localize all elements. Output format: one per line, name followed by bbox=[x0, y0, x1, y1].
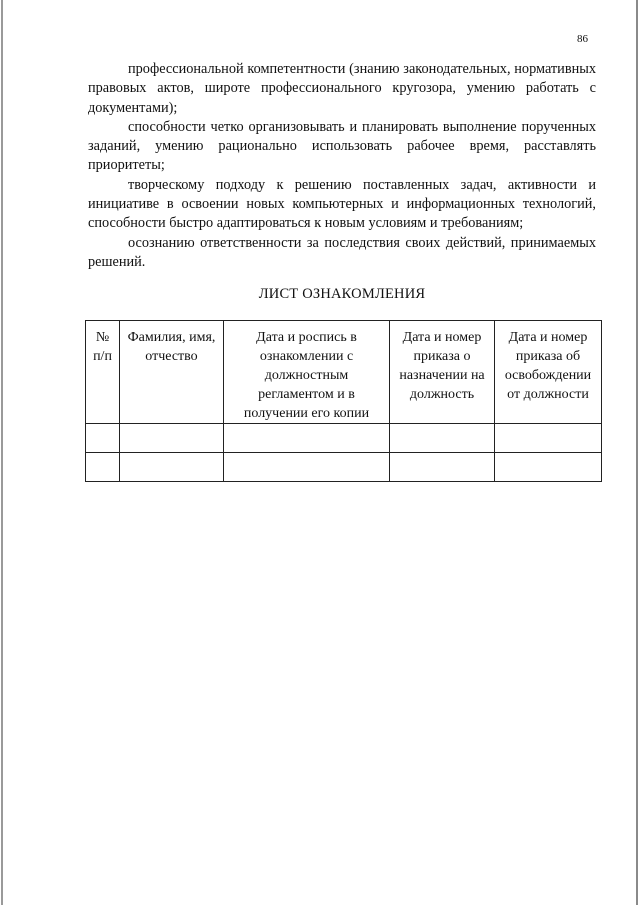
table-header-row bbox=[86, 321, 602, 424]
header-dismissal-order: Дата и номер приказа об освобождении от должности bbox=[495, 321, 602, 424]
page-number: 86 bbox=[577, 33, 588, 45]
table-cell bbox=[224, 424, 390, 453]
header-appointment-order: Дата и номер приказа о назначении на должность bbox=[390, 321, 495, 424]
paragraph-organization: способности четко организовывать и планировать выполнение порученных заданий, умению рационально использовать рабочее время, расставлять приоритеты; bbox=[88, 118, 596, 174]
section-title: ЛИСТ ОЗНАКОМЛЕНИЯ bbox=[258, 286, 426, 302]
table-cell bbox=[224, 453, 390, 482]
table-row bbox=[86, 453, 602, 482]
acknowledgement-table bbox=[85, 320, 602, 482]
table-cell bbox=[495, 453, 602, 482]
page-right-edge bbox=[636, 0, 638, 905]
table-cell bbox=[86, 424, 120, 453]
table-cell bbox=[120, 453, 224, 482]
page-left-edge bbox=[1, 0, 3, 905]
paragraph-competence: профессиональной компетентности (знанию законодательных, нормативных правовых актов, широте профессионального кругозора, умению работать с документами); bbox=[88, 61, 596, 116]
table-cell bbox=[390, 424, 495, 453]
table-row bbox=[86, 424, 602, 453]
table-cell bbox=[86, 453, 120, 482]
header-signature-date: Дата и роспись в ознакомлении с должностным регламентом и в получении его копии bbox=[224, 321, 390, 424]
table-cell bbox=[390, 453, 495, 482]
header-full-name: Фамилия, имя, отчество bbox=[120, 321, 224, 424]
body-text bbox=[88, 60, 596, 272]
paragraph-creativity: творческому подходу к решению поставленных задач, активности и инициативе в освоении новых компьютерных и информационных технологий, способности быстро адаптироваться к новым условиям и требованиям; bbox=[88, 176, 596, 232]
table-cell bbox=[495, 424, 602, 453]
header-number: № п/п bbox=[86, 321, 120, 424]
table-cell bbox=[120, 424, 224, 453]
paragraph-responsibility: осознанию ответственности за последствия своих действий, принимаемых решений. bbox=[88, 234, 596, 270]
